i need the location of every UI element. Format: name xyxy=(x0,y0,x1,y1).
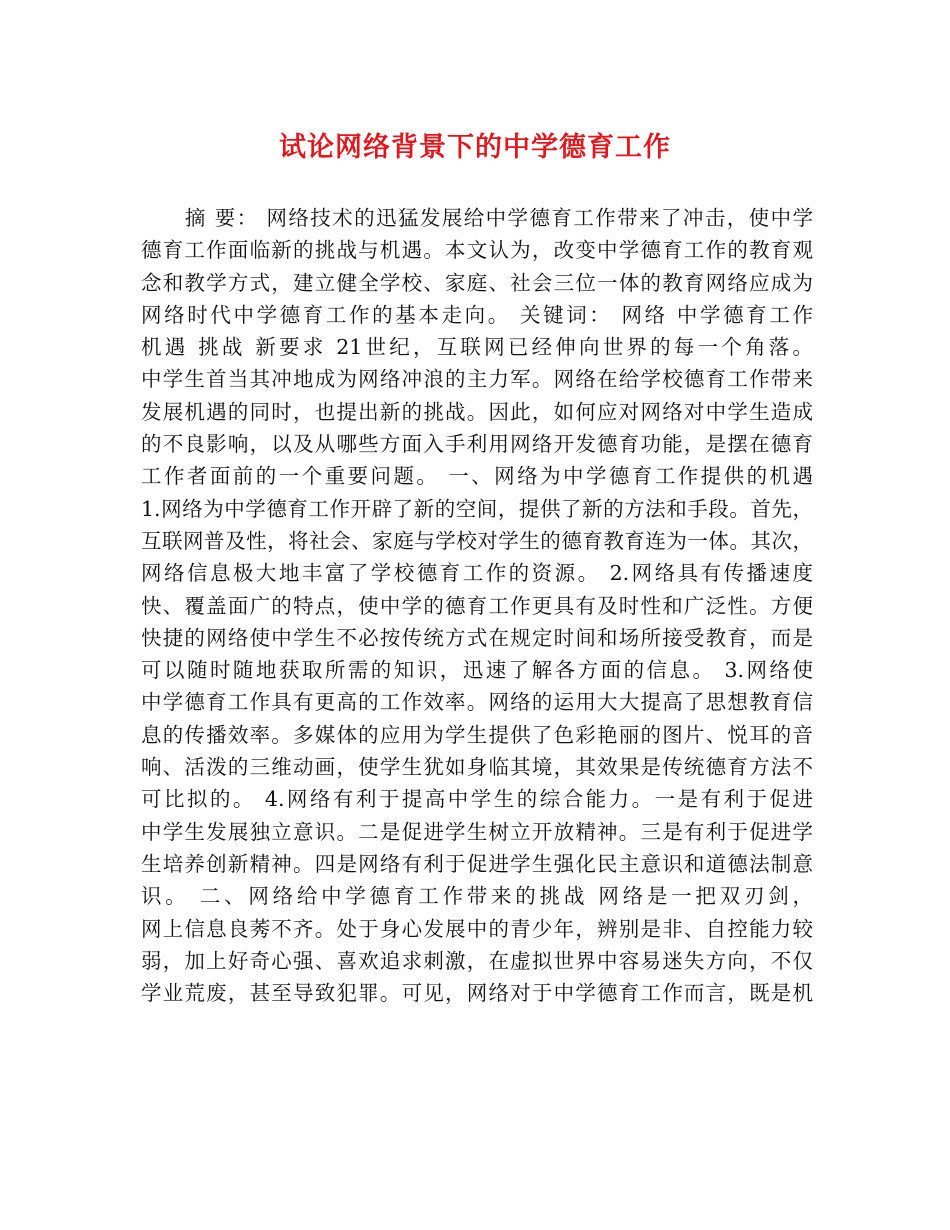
body-line: 可以随时随地获取所需的知识，迅速了解各方面的信息。 3.网络使 xyxy=(141,658,813,683)
body-line: 摘 要： 网络技术的迅猛发展给中学德育工作带来了冲击，使中学 xyxy=(141,206,813,230)
body-line: 学业荒废，甚至导致犯罪。可见，网络对于中学德育工作而言，既是机 xyxy=(141,981,813,1006)
body-line: 息的传播效率。多媒体的应用为学生提供了色彩艳丽的图片、悦耳的音 xyxy=(141,722,813,747)
body-line: 1.网络为中学德育工作开辟了新的空间，提供了新的方法和手段。首先， xyxy=(141,496,813,521)
body-line: 的不良影响，以及从哪些方面入手利用网络开发德育功能，是摆在德育 xyxy=(141,432,813,457)
body-line: 中学生发展独立意识。二是促进学生树立开放精神。三是有利于促进学 xyxy=(141,819,813,844)
body-line: 中学德育工作具有更高的工作效率。网络的运用大大提高了思想教育信 xyxy=(141,690,813,715)
document-title: 试论网络背景下的中学德育工作 xyxy=(279,132,671,163)
body-line: 发展机遇的同时，也提出新的挑战。因此，如何应对网络对中学生造成 xyxy=(141,399,813,424)
body-line: 中学生首当其冲地成为网络冲浪的主力军。网络在给学校德育工作带来 xyxy=(141,367,813,392)
body-line: 机遇 挑战 新要求 21世纪，互联网已经伸向世界的每一个角落。 xyxy=(141,335,813,360)
body-line: 德育工作面临新的挑战与机遇。本文认为，改变中学德育工作的教育观 xyxy=(141,238,813,263)
body-line: 快、覆盖面广的特点，使中学的德育工作更具有及时性和广泛性。方便 xyxy=(141,593,813,618)
document-body xyxy=(141,202,813,1009)
body-line: 弱，加上好奇心强、喜欢追求刺激，在虚拟世界中容易迷失方向，不仅 xyxy=(141,948,813,973)
body-line: 念和教学方式，建立健全学校、家庭、社会三位一体的教育网络应成为 xyxy=(141,270,813,295)
body-line: 网络信息极大地丰富了学校德育工作的资源。 2.网络具有传播速度 xyxy=(141,561,813,586)
body-line: 快捷的网络使中学生不必按传统方式在规定时间和场所接受教育，而是 xyxy=(141,625,813,650)
body-line: 互联网普及性，将社会、家庭与学校对学生的德育教育连为一体。其次， xyxy=(141,528,813,553)
body-line: 生培养创新精神。四是网络有利于促进学生强化民主意识和道德法制意 xyxy=(141,851,813,876)
body-line: 网上信息良莠不齐。处于身心发展中的青少年，辨别是非、自控能力较 xyxy=(141,916,813,941)
body-line: 可比拟的。 4.网络有利于提高中学生的综合能力。一是有利于促进 xyxy=(141,787,813,812)
body-line: 识。 二、网络给中学德育工作带来的挑战 网络是一把双刃剑， xyxy=(141,884,813,909)
body-line: 工作者面前的一个重要问题。 一、网络为中学德育工作提供的机遇 xyxy=(141,464,813,489)
body-line: 响、活泼的三维动画，使学生犹如身临其境，其效果是传统德育方法不 xyxy=(141,755,813,780)
body-line: 网络时代中学德育工作的基本走向。 关键词： 网络 中学德育工作 xyxy=(141,302,813,327)
